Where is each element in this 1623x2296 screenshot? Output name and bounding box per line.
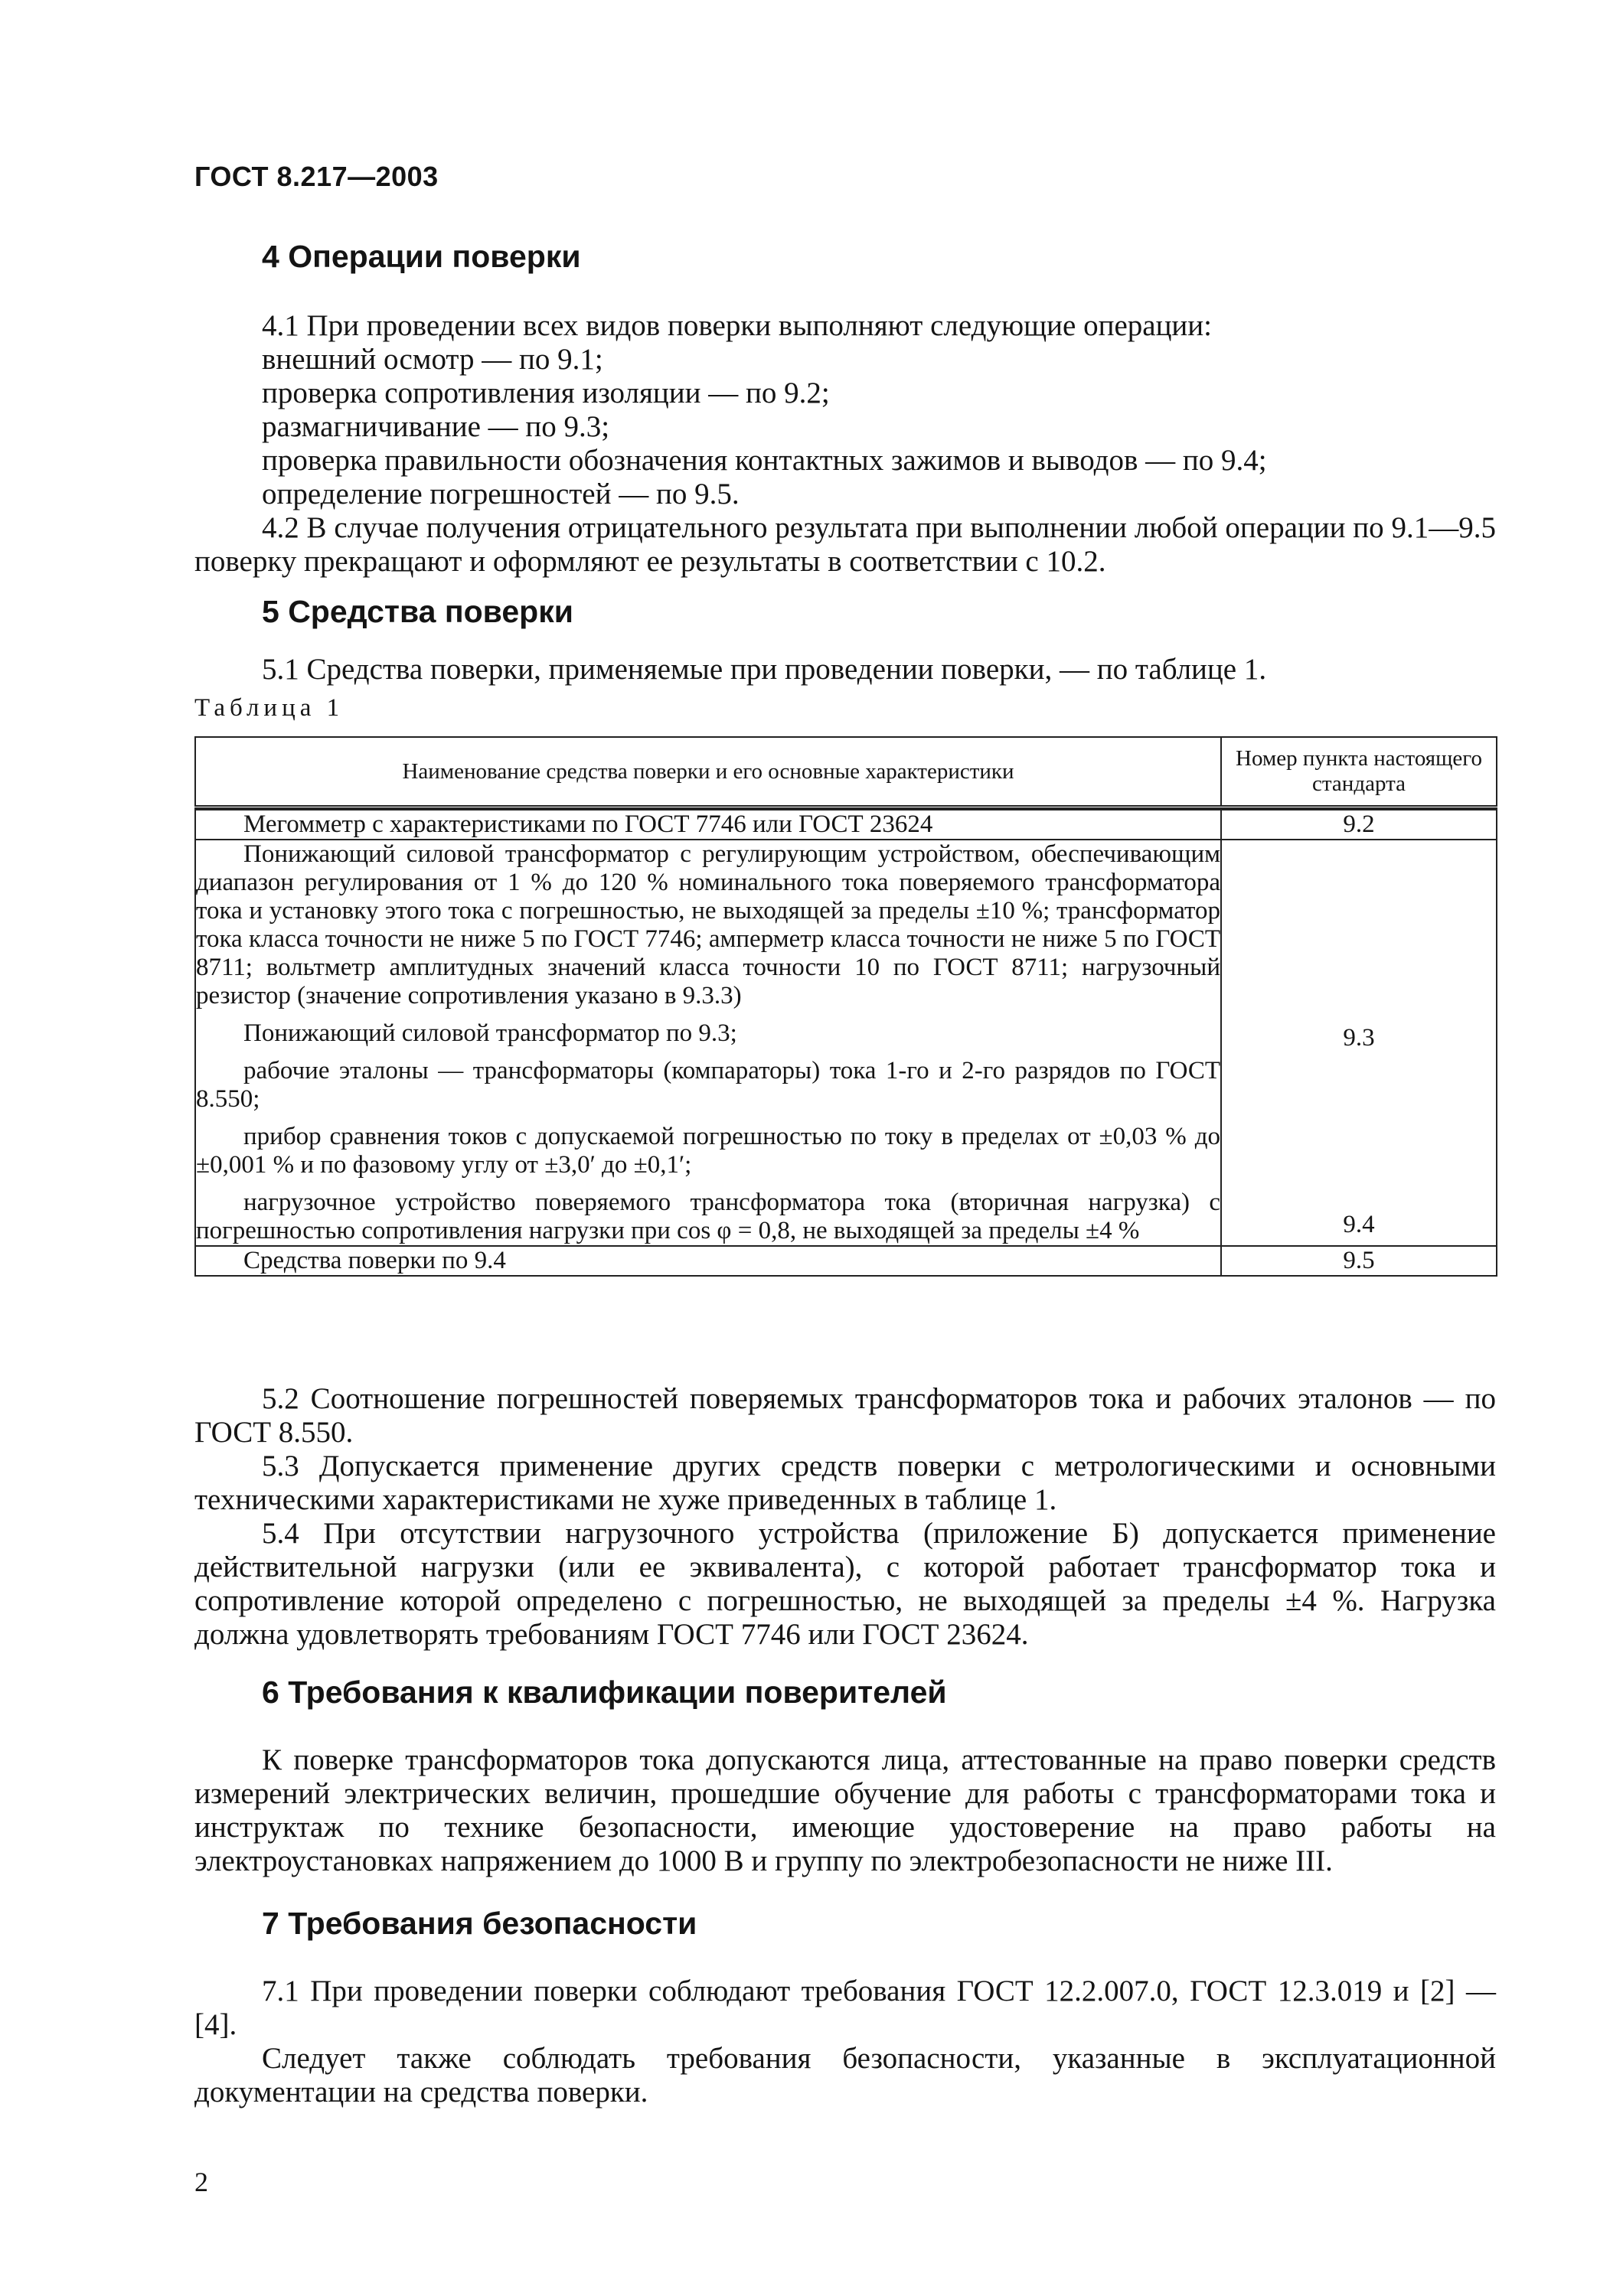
- paragraph-6: К поверке трансформаторов тока допускаются лица, аттестованные на право поверки средств измерений электрических величин, прошедшие обучение для работы с трансформаторами тока и инструктаж по технике безопасности, имеющие удостоверение на право работы на электроустановках напряжением до 1000 В и группу по электробезопасности не ниже III.: [194, 1743, 1496, 1877]
- section-7-title: 7 Требования безопасности: [262, 1906, 697, 1941]
- paragraph-5-4: 5.4 При отсутствии нагрузочного устройства (приложение Б) допускается применение действительной нагрузки (или ее эквивалента), с которой работает трансформатор тока и сопротивление которой определено с погрешностью, не выходящей за пределы ±4 %. Нагрузка должна удовлетворять требованиям ГОСТ 7746 или ГОСТ 23624.: [194, 1517, 1496, 1651]
- list-item: размагничивание — по 9.3;: [262, 410, 610, 443]
- paragraph-4-1: 4.1 При проведении всех видов поверки выполняют следующие операции:: [262, 309, 1213, 342]
- paragraph-7-1: 7.1 При проведении поверки соблюдают требования ГОСТ 12.2.007.0, ГОСТ 12.3.019 и [2] — [4].: [194, 1975, 1496, 2041]
- table-row: [195, 1246, 1497, 1276]
- table-caption: Таблица 1: [194, 694, 345, 722]
- section-6-body: [194, 1743, 1496, 1878]
- cell-paragraph: Понижающий силовой трансформатор по 9.3;: [243, 1019, 737, 1047]
- header-cell-number: Номер пункта настоящего стандарта: [1221, 737, 1497, 807]
- row-text-cell: [195, 1246, 1221, 1276]
- section-5-title: 5 Средства поверки: [262, 594, 573, 629]
- row-number-cell: 9.2: [1221, 810, 1497, 840]
- cell-paragraph: прибор сравнения токов с допускаемой погрешностью по току в пределах от ±0,03 % до ±0,001 % и по фазовому углу от ±3,0′ до ±0,1′;: [196, 1123, 1220, 1179]
- document-header: ГОСТ 8.217—2003: [194, 161, 439, 192]
- table-1: [194, 736, 1497, 1277]
- cell-paragraph: Средства поверки по 9.4: [243, 1247, 506, 1274]
- list-item: проверка сопротивления изоляции — по 9.2;: [262, 377, 830, 409]
- paragraph-5-3: 5.3 Допускается применение других средств поверки с метрологическими и основными техническими характеристиками не хуже приведенных в таблице 1.: [194, 1450, 1496, 1516]
- section-6-title: 6 Требования к квалификации поверителей: [262, 1675, 947, 1710]
- cell-paragraph: Понижающий силовой трансформатор с регулирующим устройством, обеспечивающим диапазон регулирования от 1 % до 120 % номинального тока поверяемого трансформатора тока и установку этого тока с погрешностью, не выходящей за пределы ±10 %; трансформатор тока класса точности не ниже 5 по ГОСТ 7746; амперметр класса точности не ниже 5 по ГОСТ 8711; вольтметр амплитудных значений класса точности 10 по ГОСТ 8711; нагрузочный резистор (значение сопротивления указано в 9.3.3): [196, 840, 1220, 1009]
- table-row: [195, 840, 1497, 1246]
- paragraph-5-1: 5.1 Средства поверки, применяемые при проведении поверки, — по таблице 1.: [262, 653, 1267, 686]
- header-cell-name: Наименование средства поверки и его основные характеристики: [195, 737, 1221, 807]
- paragraph-5-2: 5.2 Соотношение погрешностей поверяемых трансформаторов тока и рабочих эталонов — по ГОСТ 8.550.: [194, 1382, 1496, 1449]
- paragraph-4-2: 4.2 В случае получения отрицательного результата при выполнении любой операции по 9.1—9.5 поверку прекращают и оформляют ее результаты в соответствии с 10.2.: [194, 511, 1496, 578]
- paragraph-7-2: Следует также соблюдать требования безопасности, указанные в эксплуатационной документации на средства поверки.: [194, 2042, 1496, 2108]
- section-4-title: 4 Операции поверки: [262, 239, 581, 274]
- row-text-cell: [195, 810, 1221, 840]
- section-5-intro: [194, 653, 1496, 687]
- row-number-cell: 9.5: [1221, 1246, 1497, 1276]
- section-5-body: [194, 1382, 1496, 1652]
- list-item: внешний осмотр — по 9.1;: [262, 343, 603, 376]
- list-item: проверка правильности обозначения контактных зажимов и выводов — по 9.4;: [262, 444, 1267, 477]
- row-text-cell: [195, 840, 1221, 1246]
- table-header-row: [195, 737, 1497, 807]
- cell-paragraph: Мегомметр с характеристиками по ГОСТ 7746 или ГОСТ 23624: [243, 810, 933, 838]
- page-number: 2: [194, 2167, 208, 2197]
- section-4-body: [194, 309, 1496, 579]
- row-number-cell: [1221, 840, 1497, 1246]
- list-item: определение погрешностей — по 9.5.: [262, 478, 740, 510]
- table-row: [195, 810, 1497, 840]
- section-7-body: [194, 1975, 1496, 2109]
- cell-paragraph: нагрузочное устройство поверяемого трансформатора тока (вторичная нагрузка) с погрешностью сопротивления нагрузки при cos φ = 0,8, не выходящей за пределы ±4 %: [196, 1189, 1220, 1244]
- row-number: 9.4: [1343, 1211, 1375, 1238]
- cell-paragraph: рабочие эталоны — трансформаторы (компараторы) тока 1-го и 2-го разрядов по ГОСТ 8.550;: [196, 1057, 1220, 1113]
- row-number: 9.3: [1343, 1024, 1375, 1052]
